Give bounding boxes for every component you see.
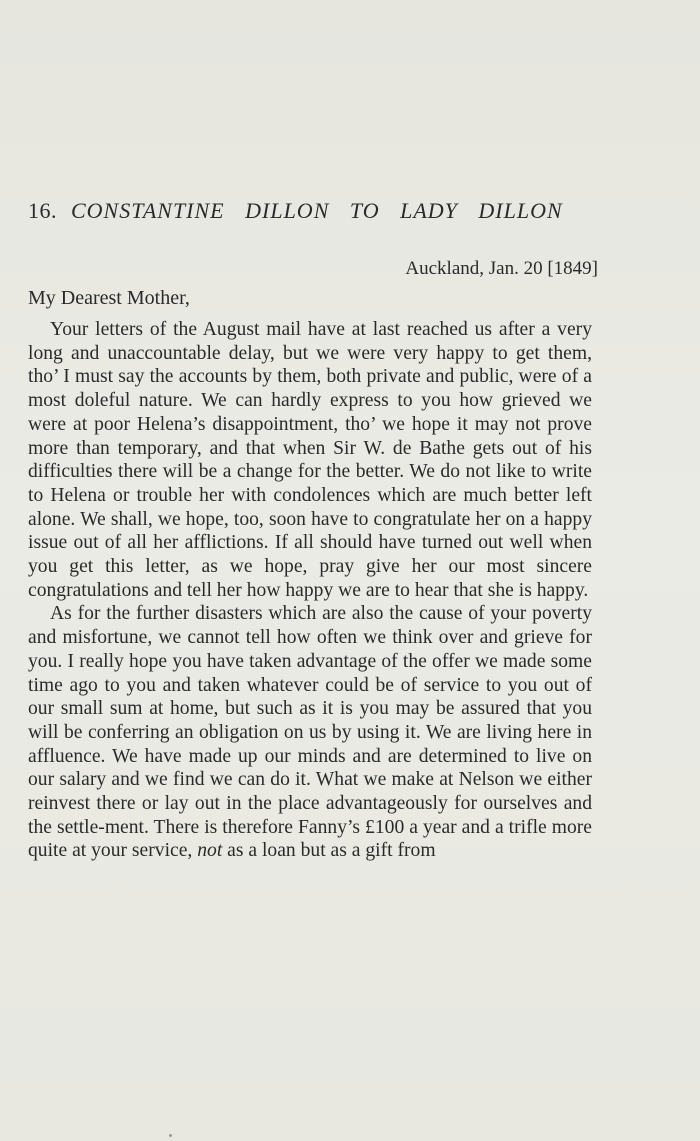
emphasis-not: not (197, 840, 223, 862)
letter-body (28, 318, 592, 863)
letter-title: CONSTANTINE DILLON TO LADY DILLON (71, 198, 563, 223)
body-paragraph-2 (28, 602, 592, 863)
letter-dateline: Auckland, Jan. 20 [1849] (405, 258, 598, 279)
letter-number: 16. (28, 198, 57, 223)
body-paragraph-1: Your letters of the August mail have at last reached us after a very long and unaccountable delay, but we were very happy to get them, tho’ I must say the accounts by them, both private and public, were of a most doleful nature. We can hardly express to you how grieved we were at poor Helena’s disappointment, tho’ we hope it may not prove more than temporary, and that when Sir W. de Bathe gets out of his difficulties there will be a change for the better. We do not like to write to Helena or trouble her with condolences which are much better left alone. We shall, we hope, too, soon have to congratulate her on a happy issue out of all her afflictions. If all should have turned out well when you get this letter, as we hope, pray give her our most sincere congratulations and tell her how happy we are to hear that she is happy. (28, 319, 592, 601)
letter-heading (28, 198, 598, 224)
letter-salutation: My Dearest Mother, (28, 287, 190, 309)
paper-speck (169, 1134, 172, 1137)
paragraph-2-text-a: As for the further disasters which are also the cause of your poverty and misfortune, we cannot tell how often we think over and grieve for you. I really hope you have taken advantage of the offer we made some time ago to you and taken whatever could be of service to you out of our small sum at home, but such as it is you may be assured that you will be conferring an obligation on us by using it. We are living here in affluence. We have made up our minds and are determined to live on our salary and we find we can do it. What we make at Nelson we either reinvest there or lay out in the place advantageously for ourselves and the settle-ment. There is therefore Fanny’s £100 a year and a trifle more quite at your service, (28, 603, 592, 862)
paragraph-2-text-b: as a loan but as a gift from (227, 840, 436, 862)
